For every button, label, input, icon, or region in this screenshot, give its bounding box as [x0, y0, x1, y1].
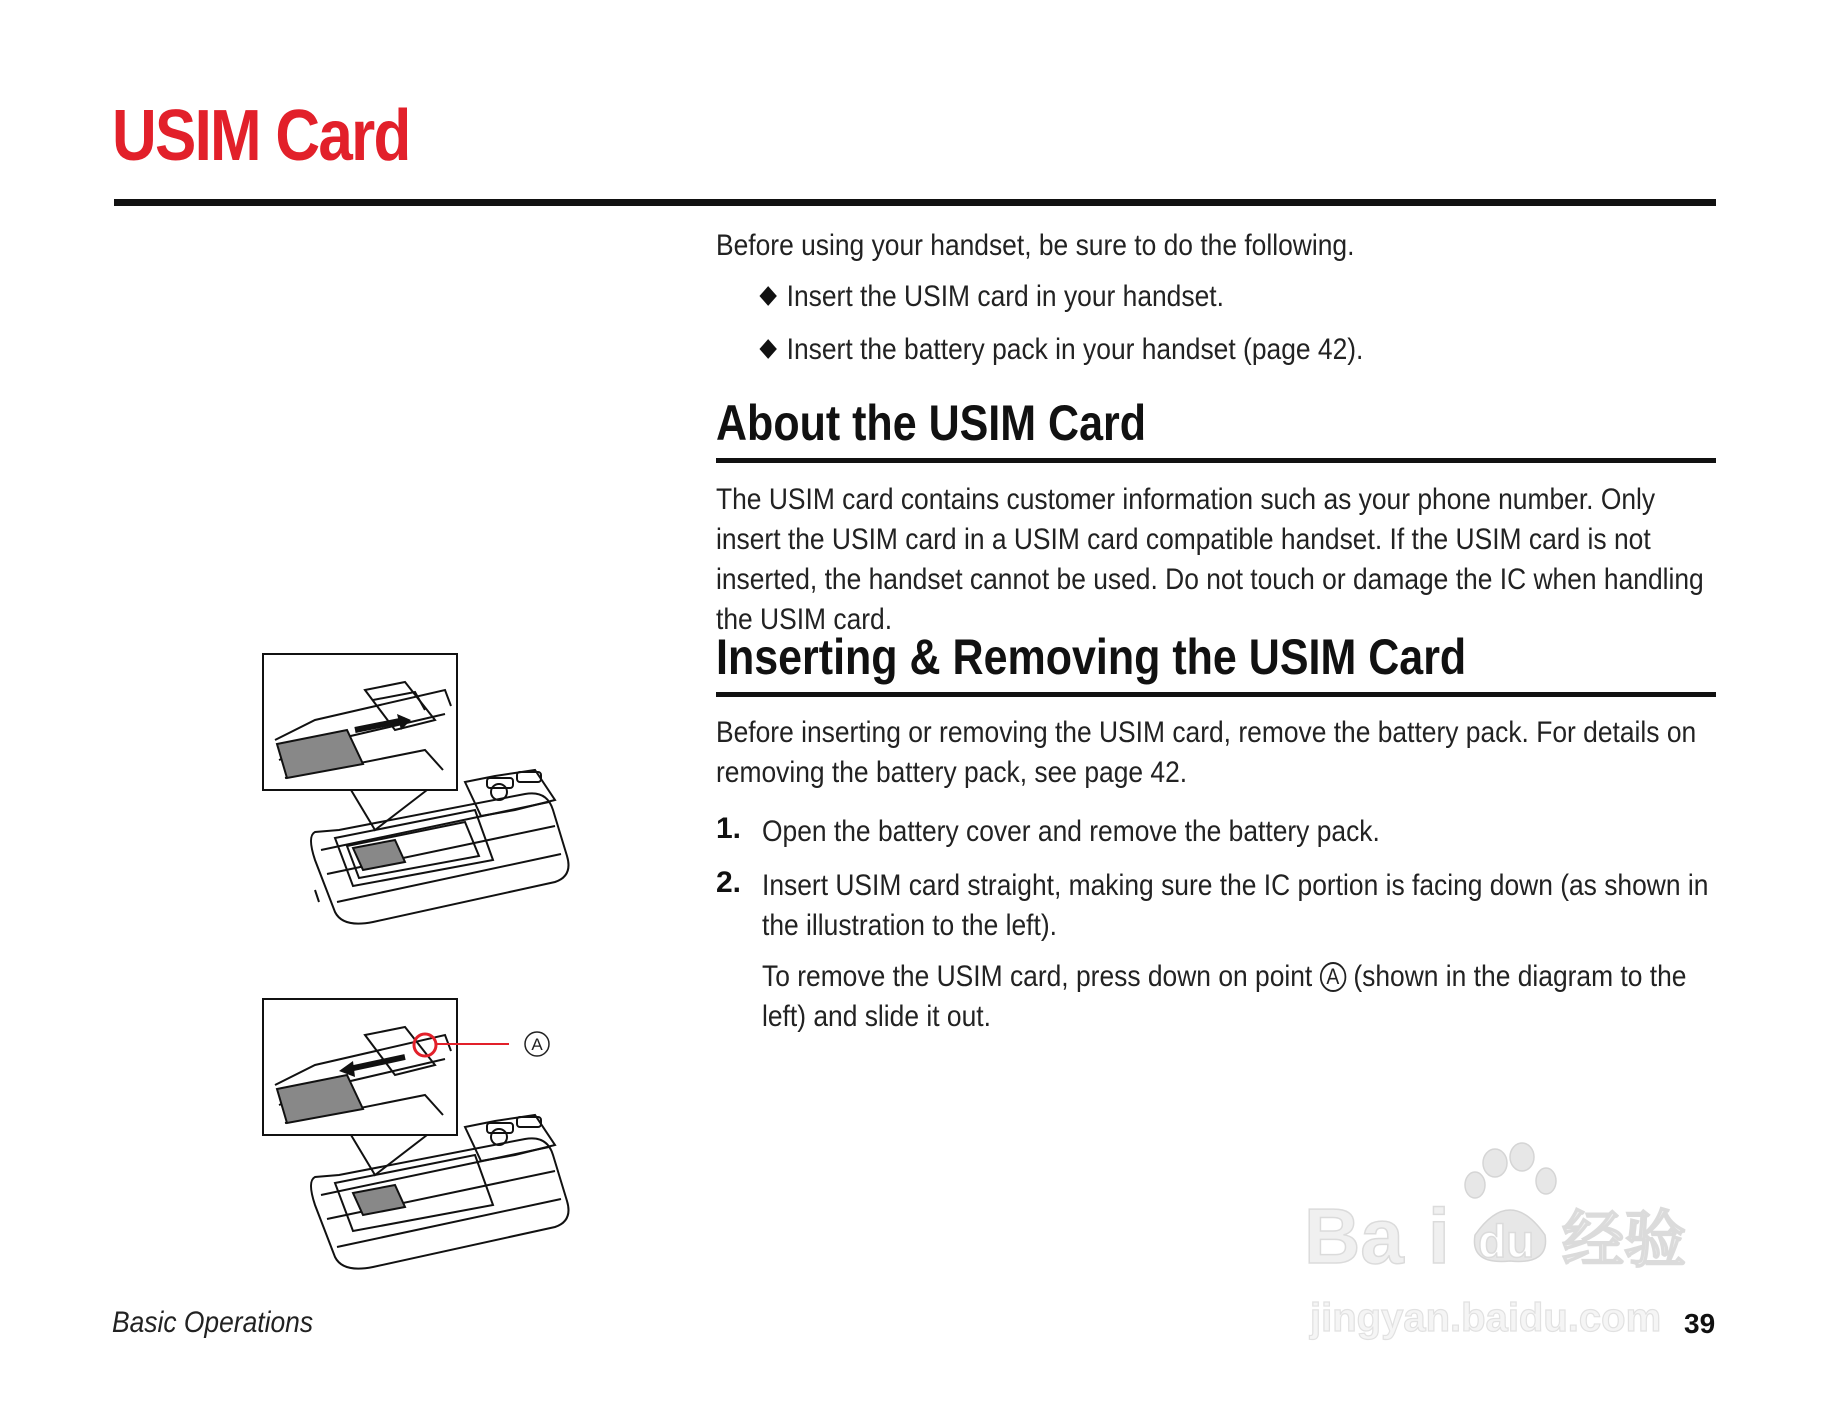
prereq-text-1: Insert the USIM card in your handset. — [786, 280, 1224, 313]
prereq-item-2 — [762, 333, 1363, 367]
svg-text:Ba: Ba — [1304, 1192, 1404, 1280]
inserting-intro-block — [716, 713, 1720, 793]
svg-text:经验: 经验 — [1562, 1203, 1687, 1276]
intro-block — [716, 226, 1720, 266]
svg-text:i: i — [1428, 1192, 1450, 1280]
about-heading: About the USIM Card — [716, 395, 1146, 451]
step-1-text: Open the battery cover and remove the battery pack. — [762, 815, 1380, 848]
remove-note-text — [762, 957, 1725, 1037]
footer-section-name: Basic Operations — [112, 1306, 314, 1339]
point-a-marker: A — [1320, 962, 1346, 992]
remove-after: (shown in the diagram to the left) and slide it out. — [762, 960, 1687, 1033]
inserting-heading: Inserting & Removing the USIM Card — [716, 629, 1467, 685]
step-1 — [762, 812, 1722, 852]
step-1-number: 1. — [716, 812, 742, 845]
step-2-text: Insert USIM card straight, making sure the IC portion is facing down (as shown in the illustration to the left). — [762, 869, 1709, 942]
remove-card-illustration — [255, 995, 575, 1285]
inserting-rule — [716, 692, 1716, 697]
callout-label: A — [531, 1035, 543, 1054]
title-rule — [114, 199, 1716, 206]
page-number: 39 — [1684, 1308, 1716, 1339]
about-block — [716, 480, 1720, 640]
about-rule — [716, 458, 1716, 463]
remove-note — [762, 957, 1722, 1037]
prereq-item-1 — [762, 280, 1224, 314]
step-2-number: 2. — [716, 866, 742, 899]
insert-card-illustration — [255, 650, 575, 940]
baidu-watermark — [1300, 1135, 1720, 1345]
diamond-bullet-icon — [759, 339, 776, 359]
inserting-intro: Before inserting or removing the USIM card, remove the battery pack. For details on removing the battery pack, see page 42. — [716, 716, 1697, 789]
remove-before: To remove the USIM card, press down on point — [762, 960, 1313, 993]
intro-text: Before using your handset, be sure to do the following. — [716, 229, 1355, 262]
step-2 — [762, 866, 1722, 946]
prereq-text-2: Insert the battery pack in your handset (page 42). — [786, 333, 1364, 366]
about-paragraph: The USIM card contains customer information such as your phone number. Only insert the USIM card in a USIM card compatible handset. If the USIM card is not inserted, the handset cannot be used. Do not touch or damage the IC when handling the USIM card. — [716, 483, 1704, 636]
svg-text:du: du — [1478, 1215, 1535, 1267]
svg-text:jingyan.baidu.com: jingyan.baidu.com — [1310, 1296, 1662, 1340]
diamond-bullet-icon — [759, 286, 776, 306]
page-title: USIM Card — [112, 96, 410, 176]
